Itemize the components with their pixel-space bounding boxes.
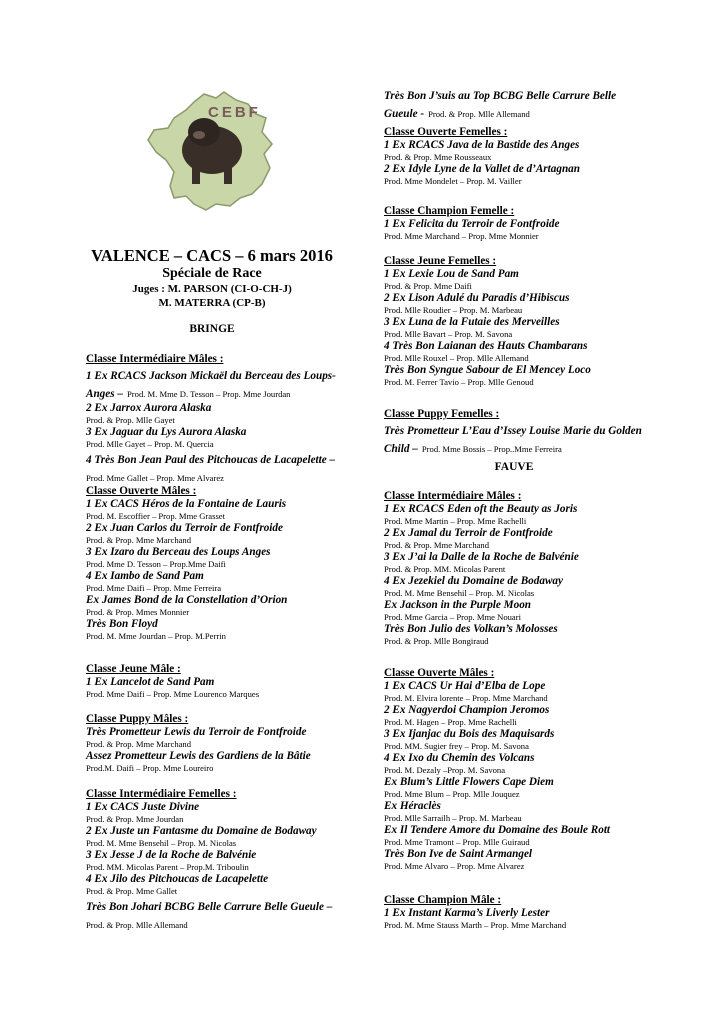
owner-line: Prod. M. Mme Bensehil – Prop. M. Nicolas [384, 588, 535, 598]
dog-name: 2 Ex Lison Adulé du Paradis d’Hibiscus [384, 292, 570, 304]
dog-name: 4 Très Bon Laianan des Hauts Chambarans [384, 340, 588, 352]
section-bringe-jeune-femelles [384, 254, 644, 388]
dog-name: 1 Ex RCACS Java de la Bastide des Anges [384, 139, 580, 151]
dog-name: 4 Ex Jezekiel du Domaine de Bodaway [384, 575, 563, 587]
section-heading: Classe Intermédiaire Mâles : [86, 353, 224, 365]
section-bringe-interm-femelles [86, 787, 338, 933]
owner-line: Prod. M. Mme Stauss Marth – Prop. Mme Marchand [384, 920, 567, 930]
dog-name: 1 Ex CACS Juste Divine [86, 801, 200, 813]
dog-name: 1 Ex CACS Ur Hai d’Elba de Lope [384, 680, 546, 692]
owner-line: Prod. & Prop. Mlle Allemand [428, 109, 530, 119]
section-bringe-ouverte-males [86, 484, 338, 642]
owner-line: Prod. Mlle Roudier – Prop. M. Marbeau [384, 305, 523, 315]
entry [86, 366, 338, 402]
dog-name: Très Bon Ive de Saint Armangel [384, 848, 533, 860]
dog-name: 1 Ex Lexie Lou de Sand Pam [384, 268, 519, 280]
owner-line: Prod. Mme Marchand – Prop. Mme Monnier [384, 231, 539, 241]
dog-name: Très Bon Syngue Sabour de El Mencey Loco [384, 364, 591, 376]
owner-line: Prod. Mme D. Tesson – Prop.Mme Daifi [86, 559, 226, 569]
judges-line-2: M. MATERRA (CP-B) [158, 297, 266, 309]
owner-line: Prod. Mme Alvaro – Prop. Mme Alvarez [384, 861, 525, 871]
owner-line: Prod. Mlle Gayet – Prop. M. Quercia [86, 439, 214, 449]
section-bringe-puppy-males [86, 712, 338, 774]
dog-name: Ex Il Tendere Amore du Domaine des Boule Rott [384, 824, 611, 836]
owner-line: Prod. & Prop. Mme Marchand [86, 739, 192, 749]
owner-line: Prod. M. Ferrer Tavio – Prop. Mlle Genoud [384, 377, 534, 387]
owner-line: Prod. & Prop. Mmes Monnier [86, 607, 190, 617]
logo-text: CEBF [208, 104, 261, 121]
section-heading: Classe Ouverte Femelles : [384, 126, 508, 138]
section-heading: Classe Jeune Mâle : [86, 663, 181, 675]
owner-line: Prod. M. Mme Jourdan – Prop. M.Perrin [86, 631, 226, 641]
dog-name: Très Bon J’suis au Top BCBG Belle Carrure Belle Gueule - [384, 90, 617, 120]
section-fauve-interm-males [384, 489, 644, 647]
dog-name: 2 Ex Idyle Lyne de la Vallet de d’Artagnan [384, 163, 580, 175]
section-heading: Classe Ouverte Mâles : [384, 667, 495, 679]
owner-line: Prod. Mme Tramont – Prop. Mlle Guiraud [384, 837, 530, 847]
owner-line: Prod. Mme Gallet – Prop. Mme Alvarez [86, 473, 224, 483]
dog-name: 1 Ex CACS Héros de la Fontaine de Lauris [86, 498, 287, 510]
color-heading-fauve: FAUVE [494, 461, 534, 473]
owner-line: Prod. Mme Daifi – Prop. Mme Ferreira [86, 583, 222, 593]
section-bringe-puppy-femelles [384, 407, 644, 457]
owner-line: Prod. M. Dezaly –Prop. M. Savona [384, 765, 506, 775]
owner-line: Prod. & Prop. Mme Gallet [86, 886, 178, 896]
section-heading: Classe Puppy Femelles : [384, 408, 500, 420]
owner-line: Prod. M. Mme Bensehil – Prop. M. Nicolas [86, 838, 237, 848]
owner-line: Prod. Mme Bossis – Prop..Mme Ferreira [421, 444, 562, 454]
owner-line: Prod. & Prop. Mme Daifi [384, 281, 472, 291]
section-heading: Classe Intermédiaire Femelles : [86, 788, 237, 800]
dog-name: 3 Ex Jesse J de la Roche de Balvénie [86, 849, 257, 861]
judges-line-1: Juges : M. PARSON (CI-O-CH-J) [132, 283, 292, 295]
section-bringe-jeune-male [86, 662, 338, 700]
section-bringe-interm-males [86, 352, 338, 486]
section-fauve-champion-male [384, 893, 644, 931]
owner-line: Prod. & Prop. Mme Jourdan [86, 814, 184, 824]
dog-name: 2 Ex Jamal du Terroir de Fontfroide [384, 527, 553, 539]
owner-line: Prod. Mme Garcia – Prop. Mme Nouari [384, 612, 521, 622]
dog-name: Assez Prometteur Lewis des Gardiens de la Bâtie [86, 750, 311, 762]
dog-name: 1 Ex Instant Karma’s Liverly Lester [384, 907, 550, 919]
owner-line: Prod. & Prop. Mme Marchand [384, 540, 490, 550]
owner-line: Prod. Mme Blum – Prop. Mlle Jouquez [384, 789, 520, 799]
owner-line: Prod. & Prop. Mme Marchand [86, 535, 192, 545]
owner-line: Prod. M. Mme D. Tesson – Prop. Mme Jourdan [127, 389, 291, 399]
owner-line: Prod.M. Daifi – Prop. Mme Loureiro [86, 763, 214, 773]
dog-name: 3 Ex Ijanjac du Bois des Maquisards [384, 728, 555, 740]
owner-line: Prod. Mlle Sarrailh – Prop. M. Marbeau [384, 813, 522, 823]
owner-line: Prod. Mme Mondelet – Prop. M. Vailler [384, 176, 522, 186]
dog-name: 4 Ex Jilo des Pitchoucas de Lacapelette [86, 873, 269, 885]
dog-name: 2 Ex Nagyerdoi Champion Jeromos [384, 704, 550, 716]
owner-line: Prod. & Prop. MM. Micolas Parent [384, 564, 506, 574]
dog-name: Très Prometteur L’Eau d’Issey Louise Marie du Golden Child – [384, 425, 642, 455]
dog-name: 4 Ex Ixo du Chemin des Volcans [384, 752, 535, 764]
dog-name: Ex Héraclès [384, 800, 441, 812]
dog-name: Très Bon Johari BCBG Belle Carrure Belle Gueule – [86, 901, 333, 913]
dog-name: 3 Ex Luna de la Futaie des Merveilles [384, 316, 560, 328]
owner-line: Prod. MM. Sugier frey – Prop. M. Savona [384, 741, 529, 751]
dog-name: 3 Ex Izaro du Berceau des Loups Anges [86, 546, 271, 558]
dog-name: 1 Ex RCACS Eden oft the Beauty as Joris [384, 503, 578, 515]
owner-line: Prod. M. Elvira lorente – Prop. Mme Marchand [384, 693, 548, 703]
dog-name: Très Bon Floyd [86, 618, 158, 630]
dog-name: 3 Ex Jaguar du Lys Aurora Alaska [86, 426, 247, 438]
dog-name: 4 Ex Iambo de Sand Pam [86, 570, 204, 582]
section-heading: Classe Jeune Femelles : [384, 255, 497, 267]
dog-name: 1 Ex Lancelot de Sand Pam [86, 676, 215, 688]
owner-line: Prod. M. Hagen – Prop. Mme Rachelli [384, 717, 517, 727]
owner-line: Prod. Mlle Bavart – Prop. M. Savona [384, 329, 513, 339]
cebf-logo [144, 88, 278, 212]
section-heading: Classe Ouverte Mâles : [86, 485, 197, 497]
owner-line: Prod. M. Escoffier – Prop. Mme Grasset [86, 511, 225, 521]
owner-line: Prod. Mme Martin – Prop. Mme Rachelli [384, 516, 527, 526]
section-heading: Classe Puppy Mâles : [86, 713, 189, 725]
dog-name: 1 Ex RCACS Jackson Mickaël du Berceau des Loups-Anges – [86, 370, 336, 400]
owner-line: Prod. & Prop. Mlle Bongiraud [384, 636, 489, 646]
dog-name: Très Bon Julio des Volkan’s Molosses [384, 623, 558, 635]
owner-line: Prod. Mme Daifi – Prop. Mme Lourenco Marques [86, 689, 260, 699]
dog-name: 2 Ex Juan Carlos du Terroir de Fontfroide [86, 522, 283, 534]
section-fauve-ouverte-males [384, 666, 644, 872]
dog-name: Ex James Bond de la Constellation d’Orion [86, 594, 288, 606]
dog-name: 2 Ex Juste un Fantasme du Domaine de Bodaway [86, 825, 317, 837]
dog-name: Très Prometteur Lewis du Terroir de Fontfroide [86, 726, 307, 738]
dog-name: Ex Blum’s Little Flowers Cape Diem [384, 776, 554, 788]
section-bringe-champion-femelle [384, 204, 644, 242]
section-heading: Classe Intermédiaire Mâles : [384, 490, 522, 502]
owner-line: Prod. MM. Micolas Parent – Prop.M. Triboulin [86, 862, 249, 872]
color-heading-bringe: BRINGE [189, 323, 235, 335]
dog-name: 2 Ex Jarrox Aurora Alaska [86, 402, 212, 414]
owner-line: Prod. & Prop. Mlle Allemand [86, 920, 188, 930]
owner-line: Prod. Mlle Rouxel – Prop. Mlle Allemand [384, 353, 529, 363]
dog-name: 1 Ex Felicita du Terroir de Fontfroide [384, 218, 560, 230]
dog-name: 4 Très Bon Jean Paul des Pitchoucas de Lacapelette – [86, 454, 336, 466]
owner-line: Prod. & Prop. Mlle Gayet [86, 415, 175, 425]
section-bringe-tres-bon-jsuis [384, 86, 644, 122]
section-bringe-ouverte-femelles [384, 125, 644, 187]
dog-name: 3 Ex J’ai la Dalle de la Roche de Balvénie [384, 551, 579, 563]
section-heading: Classe Champion Femelle : [384, 205, 515, 217]
page-title: VALENCE – CACS – 6 mars 2016 [91, 246, 333, 265]
section-heading: Classe Champion Mâle : [384, 894, 502, 906]
page-subtitle: Spéciale de Race [162, 266, 262, 281]
dog-name: Ex Jackson in the Purple Moon [384, 599, 532, 611]
owner-line: Prod. & Prop. Mme Rousseaux [384, 152, 492, 162]
